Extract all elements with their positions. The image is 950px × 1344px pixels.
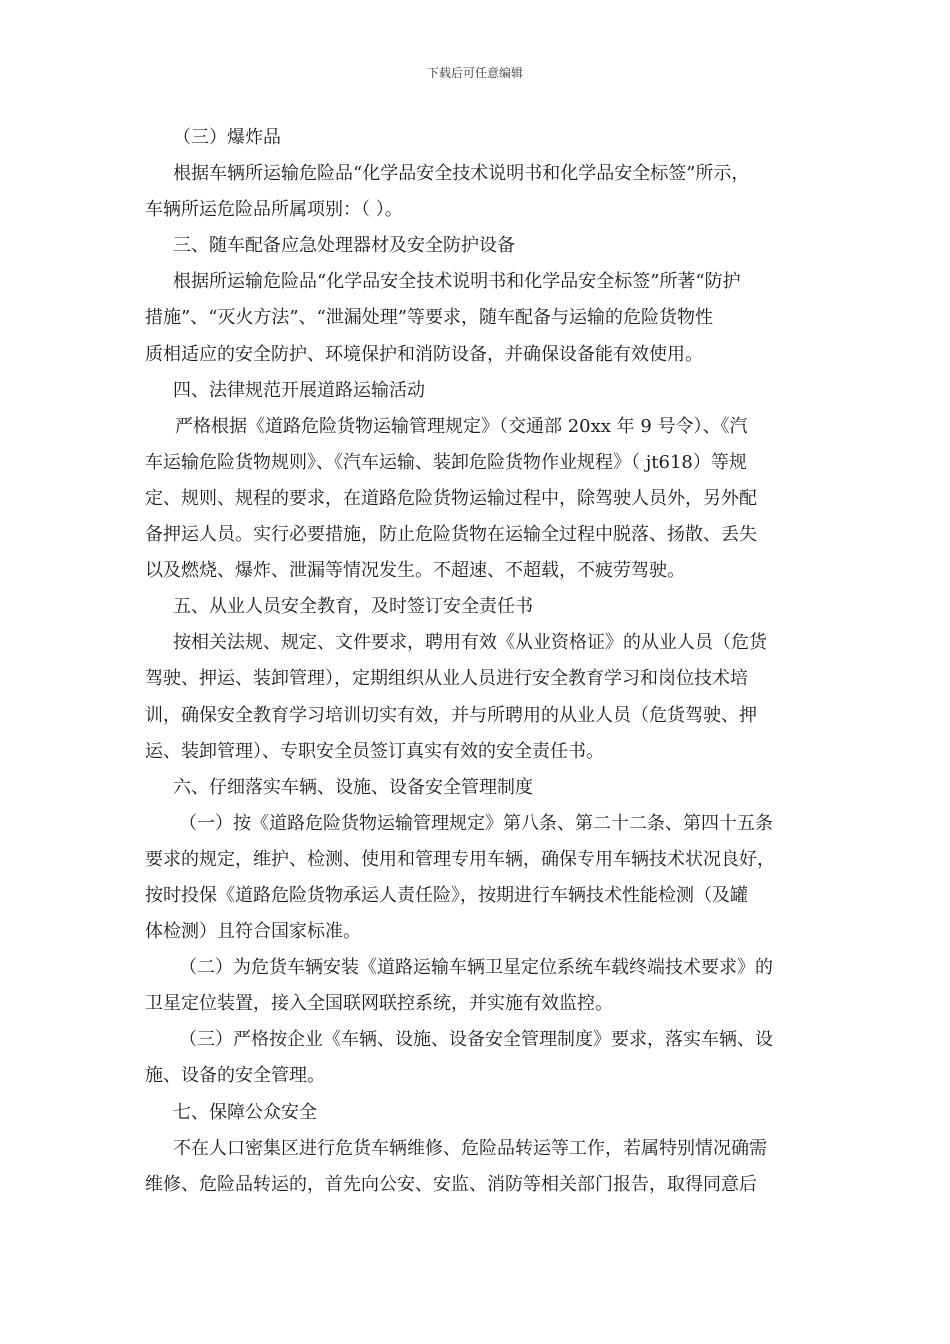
paragraph-line: 根据车辆所运输危险品“化学品安全技术说明书和化学品安全标签”所示，	[173, 163, 750, 185]
paragraph-line: （一）按《道路危险货物运输管理规定》第八条、第二十二条、第四十五条	[179, 812, 773, 834]
paragraph-line: 定、规则、规程的要求，在道路危险货物运输过程中，除驾驶人员外，另外配	[145, 487, 757, 509]
section-heading: 七、保障公众安全	[173, 1101, 317, 1123]
document-body	[145, 120, 805, 1203]
paragraph-line: 施、设备的安全管理。	[145, 1065, 325, 1087]
paragraph-line: 以及燃烧、爆炸、泄漏等情况发生。不超速、不超载，不疲劳驾驶。	[145, 560, 685, 582]
paragraph-line: 要求的规定，维护、检测、使用和管理专用车辆，确保专用车辆技术状况良好，	[145, 848, 775, 870]
paragraph-line: 训，确保安全教育学习培训切实有效，并与所聘用的从业人员（危货驾驶、押	[145, 704, 757, 726]
section-heading: 六、仔细落实车辆、设施、设备安全管理制度	[173, 776, 533, 798]
paragraph-line: 体检测）且符合国家标准。	[145, 921, 361, 943]
paragraph-line: 车运输危险货物规则》、《汽车运输、装卸危险货物作业规程》（ jt618）等规	[145, 451, 747, 473]
paragraph-line: 按时投保《道路危险货物承运人责任险》，按期进行车辆技术性能检测（及罐	[145, 884, 748, 906]
section-heading: 三、随车配备应急处理器材及安全防护设备	[173, 235, 515, 257]
paragraph-line: 卫星定位装置，接入全国联网联控系统，并实施有效监控。	[145, 993, 613, 1015]
section-heading: 四、法律规范开展道路运输活动	[173, 379, 425, 401]
paragraph-line: 维修、危险品转运的，首先向公安、安监、消防等相关部门报告，取得同意后	[145, 1173, 757, 1195]
paragraph-line: 根据所运输危险品“化学品安全技术说明书和化学品安全标签”所著“防护	[173, 271, 741, 293]
paragraph-line: 严格根据《道路危险货物运输管理规定》（交通部 20xx 年 9 号令）、《汽	[175, 415, 748, 437]
page-header: 下载后可任意编辑	[426, 66, 523, 80]
paragraph-line: （三）严格按企业《车辆、设施、设备安全管理制度》要求，落实车辆、设	[179, 1029, 773, 1051]
paragraph-line: 驾驶、押运、装卸管理），定期组织从业人员进行安全教育学习和岗位技术培	[145, 668, 748, 690]
paragraph-line: 备押运人员。实行必要措施，防止危险货物在运输全过程中脱落、扬散、丢失	[145, 524, 757, 546]
paragraph-line: 运、装卸管理）、专职安全员签订真实有效的安全责任书。	[145, 740, 604, 762]
paragraph-line: （二）为危货车辆安装《道路运输车辆卫星定位系统车载终端技术要求》的	[179, 957, 773, 979]
section-heading: 五、从业人员安全教育，及时签订安全责任书	[173, 596, 533, 618]
paragraph-line: 按相关法规、规定、文件要求，聘用有效《从业资格证》的从业人员（危货	[173, 632, 767, 654]
paragraph-line: 不在人口密集区进行危货车辆维修、危险品转运等工作，若属特别情况确需	[173, 1137, 767, 1159]
paragraph-line: 车辆所运危险品所属项别：（ ）。	[145, 199, 403, 221]
paragraph-line: 措施”、“灭火方法”、“泄漏处理”等要求，随车配备与运输的危险货物性	[145, 307, 714, 329]
paragraph-line: 质相适应的安全防护、环境保护和消防设备，并确保设备能有效使用。	[145, 343, 703, 365]
subheading-explosives: （三）爆炸品	[173, 127, 281, 148]
